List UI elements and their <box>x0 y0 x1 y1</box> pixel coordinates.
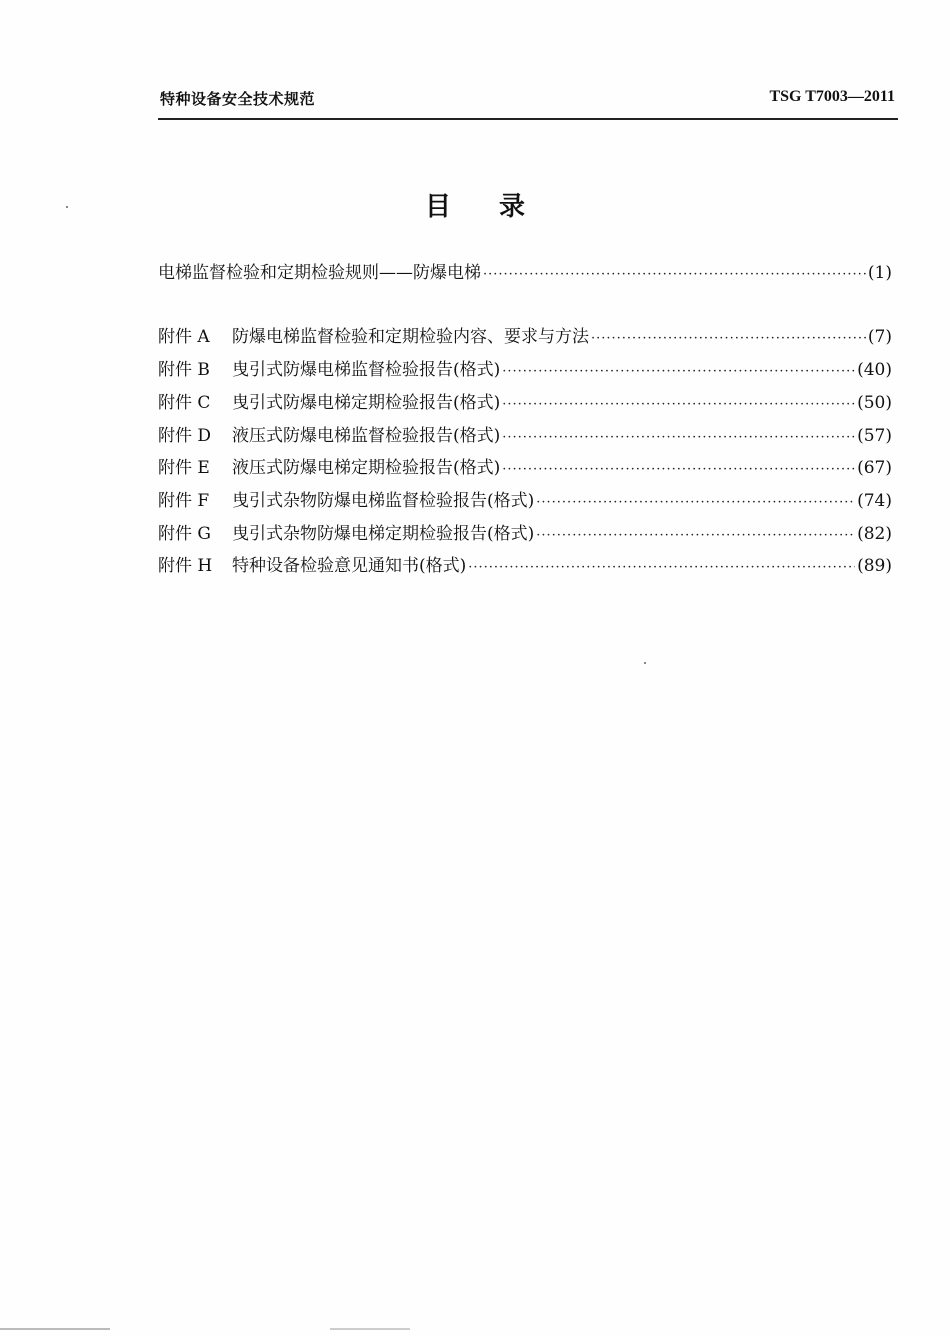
toc-page-number: (7) <box>867 327 892 347</box>
toc-dot-leader <box>502 430 855 445</box>
scan-edge-line <box>0 1328 110 1330</box>
toc-dot-leader <box>468 560 855 575</box>
toc-entry-text: 曳引式杂物防爆电梯定期检验报告(格式) <box>232 524 535 544</box>
toc-entry-appendix-h[interactable] <box>158 551 892 577</box>
toc-entry-appendix-d[interactable] <box>158 421 892 447</box>
toc-page-number: (67) <box>857 458 892 478</box>
toc-appendix-label: 附件 G <box>158 524 211 544</box>
toc-page-number: (89) <box>857 556 892 576</box>
toc-entry-appendix-g[interactable] <box>158 519 892 545</box>
toc-entry-main[interactable] <box>158 258 892 284</box>
header-rule <box>158 118 898 120</box>
toc-dot-leader <box>536 495 855 510</box>
toc-appendix-label: 附件 D <box>158 426 212 446</box>
toc-entry-text: 防爆电梯监督检验和定期检验内容、要求与方法 <box>232 327 589 347</box>
toc-appendix-label: 附件 H <box>158 556 213 576</box>
toc-entry-appendix-b[interactable] <box>158 355 892 381</box>
toc-appendix-label: 附件 B <box>158 360 210 380</box>
toc-page-number: (74) <box>857 491 892 511</box>
toc-page-number: (1) <box>867 263 892 283</box>
toc-appendix-label: 附件 F <box>158 491 210 511</box>
toc-entry-text: 液压式防爆电梯监督检验报告(格式) <box>232 426 501 446</box>
toc-dot-leader <box>591 331 866 346</box>
toc-appendix-label: 附件 A <box>158 327 210 347</box>
scan-edge-line <box>330 1328 410 1330</box>
toc-dot-leader <box>536 528 855 543</box>
toc-entry-appendix-a[interactable] <box>158 322 892 348</box>
scan-speck <box>66 206 68 208</box>
toc-page-number: (50) <box>857 393 892 413</box>
header-series-title: 特种设备安全技术规范 <box>160 90 316 108</box>
toc-entry-appendix-c[interactable] <box>158 388 892 414</box>
toc-appendix-label: 附件 C <box>158 393 211 413</box>
header-standard-code: TSG T7003—2011 <box>769 88 895 105</box>
toc-dot-leader <box>483 267 866 282</box>
toc-dot-leader <box>502 462 855 477</box>
toc-dot-leader <box>502 397 855 412</box>
toc-entry-text: 曳引式防爆电梯定期检验报告(格式) <box>232 393 501 413</box>
toc-entry-appendix-e[interactable] <box>158 453 892 479</box>
toc-page-number: (82) <box>857 524 892 544</box>
toc-page-number: (57) <box>857 426 892 446</box>
page-title: 目录 <box>424 192 573 222</box>
page-header <box>160 88 895 112</box>
toc-page-number: (40) <box>857 360 892 380</box>
toc-entry-text: 曳引式杂物防爆电梯监督检验报告(格式) <box>232 491 535 511</box>
toc-appendix-label: 附件 E <box>158 458 210 478</box>
toc-dot-leader <box>502 364 855 379</box>
scan-speck <box>644 662 646 664</box>
toc-entry-appendix-f[interactable] <box>158 486 892 512</box>
toc-entry-text: 曳引式防爆电梯监督检验报告(格式) <box>232 360 501 380</box>
toc-entry-text: 特种设备检验意见通知书(格式) <box>232 556 467 576</box>
toc-entry-text: 液压式防爆电梯定期检验报告(格式) <box>232 458 501 478</box>
toc-entry-text: 电梯监督检验和定期检验规则——防爆电梯 <box>158 263 481 283</box>
